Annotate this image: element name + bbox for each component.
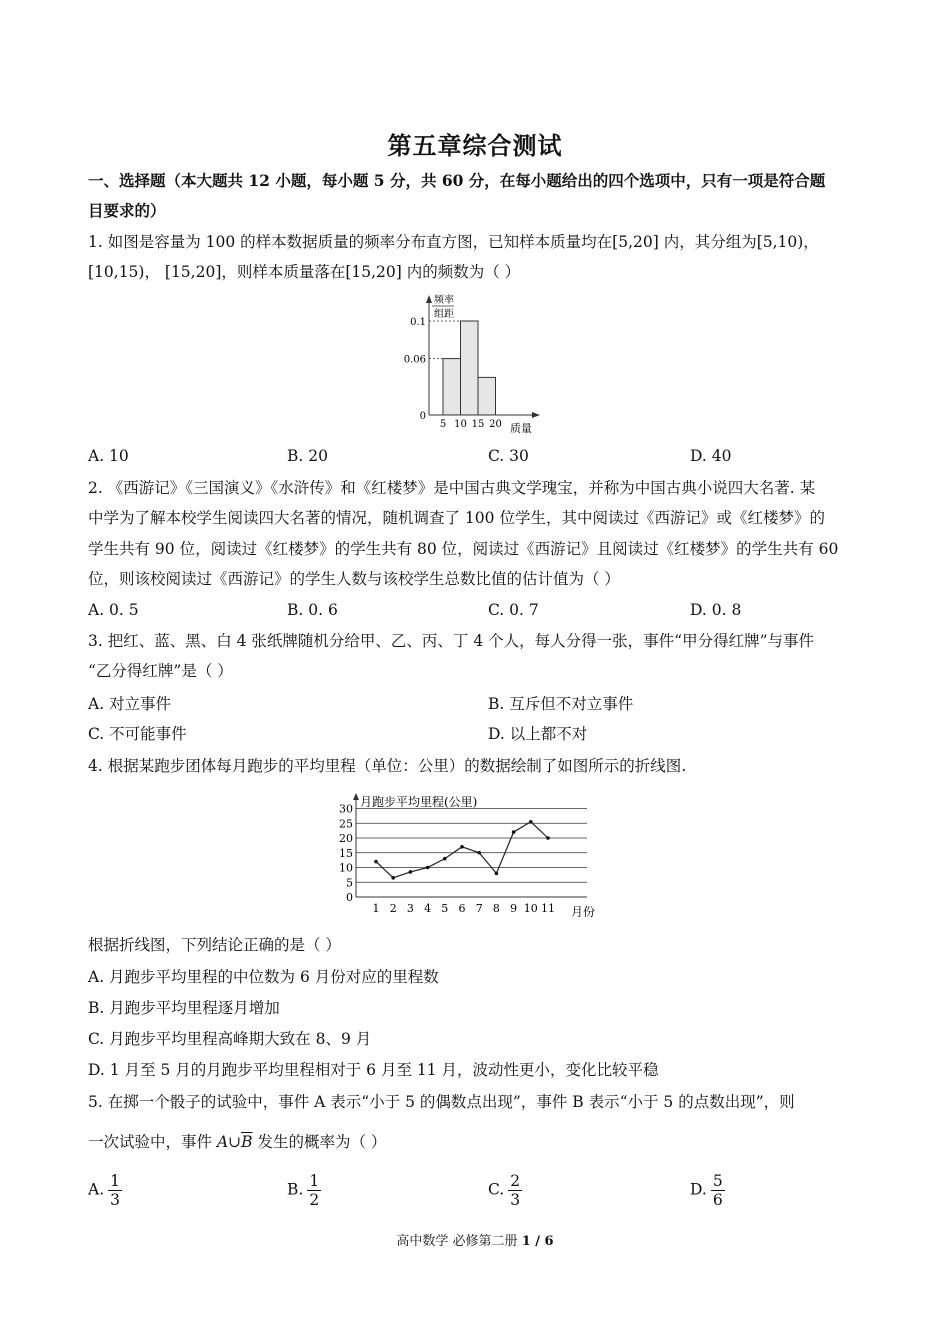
q2-stem-cont-2: 学生共有 90 位，阅读过《红楼梦》的学生共有 80 位，阅读过《西游记》且阅读过《红楼梦》的学生共有 60 [88, 540, 839, 558]
section-heading-cont: 目要求的） [88, 201, 166, 220]
q1-stem-cont: [10,15)， [15,20]，则样本质量落在[15,20] 内的频数为（ ） [88, 263, 521, 281]
q4-x-tick-label: 9 [510, 902, 518, 915]
q5-event-a: A [216, 1133, 229, 1151]
q4-point-month-6 [460, 845, 464, 849]
q3-option-d[interactable]: D. 以上都不对 [488, 725, 588, 743]
q2-option-a[interactable]: A. 0. 5 [88, 601, 139, 619]
q1-stem: 1. 如图是容量为 100 的样本数据质量的频率分布直方图，已知样本质量均在[5,20] 内，其分组为[5,10)， [88, 233, 819, 251]
q4-y-tick-label: 30 [339, 802, 353, 816]
q4-point-month-9 [512, 830, 516, 834]
q4-chart-title: 月跑步平均里程(公里) [360, 795, 478, 809]
q1-option-a[interactable]: A. 10 [88, 447, 129, 465]
q1-y-tick-label: 0.1 [410, 317, 426, 328]
q4-point-month-4 [426, 866, 430, 870]
q4-point-month-7 [477, 851, 481, 855]
q5-union-symbol: ∪ [228, 1133, 242, 1151]
q4-point-month-2 [391, 876, 395, 880]
q4-point-month-11 [546, 836, 550, 840]
q4-y-tick-label: 15 [339, 846, 353, 860]
q2-stem: 2. 《西游记》《三国演义》《水浒传》和《红楼梦》是中国古典文学瑰宝，并称为中国古典小说四大名著. 某 [88, 479, 816, 497]
q5-stem: 5. 在掷一个骰子的试验中，事件 A 表示“小于 5 的偶数点出现”，事件 B 表示“小于 5 的点数出现”，则 [88, 1093, 795, 1111]
q4-gridlines [356, 809, 587, 898]
footer-text: 高中数学 必修第二册 [396, 1234, 522, 1249]
q4-y-tick-label: 5 [346, 876, 353, 890]
q2-stem-cont-1: 中学为了解本校学生阅读四大名著的情况，随机调查了 100 位学生，其中阅读过《西游记》或《红楼梦》的 [88, 509, 825, 527]
q4-line-chart [330, 790, 610, 920]
q1-bar-[5,10) [443, 359, 461, 415]
q3-option-b[interactable]: B. 互斥但不对立事件 [488, 695, 634, 713]
q1-ylabel-bottom: 组距 [434, 309, 454, 320]
q4-x-tick-label: 11 [541, 902, 555, 915]
q3-stem: 3. 把红、蓝、黑、白 4 张纸牌随机分给甲、乙、丙、丁 4 个人，每人分得一张，事件“甲分得红牌”与事件 [88, 632, 814, 650]
q4-point-month-1 [374, 860, 378, 864]
q4-x-ticks [373, 902, 556, 915]
q5-option-a[interactable]: A. $\frac{1}{3}$ [88, 1172, 120, 1209]
q4-x-tick-label: 5 [441, 902, 449, 915]
q3-stem-cont: “乙分得红牌”是（ ） [88, 662, 233, 680]
q1-x-ticks [440, 419, 502, 430]
q5-stem-pre: 一次试验中，事件 [88, 1133, 217, 1151]
q4-x-tick-label: 7 [475, 902, 483, 915]
q1-option-b[interactable]: B. 20 [287, 447, 328, 465]
q4-points [374, 820, 550, 880]
q1-bars [443, 321, 496, 415]
q4-y-tick-label: 25 [339, 817, 353, 831]
q2-option-c[interactable]: C. 0. 7 [488, 601, 539, 619]
q1-bar-[15,20] [478, 377, 496, 415]
page-title: 第五章综合测试 [387, 131, 563, 160]
page-footer [0, 1230, 950, 1249]
q2-stem-cont-3: 位，则该校阅读过《西游记》的学生人数与该校学生总数比值的估计值为（ ） [88, 570, 620, 588]
q4-x-tick-label: 10 [523, 902, 538, 915]
q4-x-tick-label: 4 [424, 902, 432, 915]
q4-option-d[interactable]: D. 1 月至 5 月的月跑步平均里程相对于 6 月至 11 月，波动性更小，变化比较平稳 [88, 1061, 659, 1079]
q1-option-d[interactable]: D. 40 [690, 447, 732, 465]
q4-point-month-10 [529, 820, 533, 824]
q4-option-b[interactable]: B. 月跑步平均里程逐月增加 [88, 999, 280, 1017]
q1-x-tick-label: 5 [439, 419, 447, 430]
section-heading: 一、选择题（本大题共 12 小题，每小题 5 分，共 60 分，在每小题给出的四个选项中，只有一项是符合题 [88, 171, 826, 190]
q5-option-b[interactable]: B. $\frac{1}{2}$ [287, 1172, 320, 1209]
q2-option-d[interactable]: D. 0. 8 [690, 601, 742, 619]
page-number: 1 / 6 [521, 1234, 554, 1249]
q5-option-d[interactable]: D. $\frac{5}{6}$ [690, 1172, 723, 1209]
q1-x-tick-label: 15 [471, 419, 485, 430]
q1-option-c[interactable]: C. 30 [488, 447, 529, 465]
q4-y-tick-label: 10 [339, 861, 353, 875]
q4-question: 根据折线图，下列结论正确的是（ ） [88, 936, 341, 954]
q1-y-tick-label: 0.06 [403, 354, 426, 366]
q4-x-tick-label: 6 [458, 902, 466, 915]
q4-point-month-3 [409, 870, 413, 874]
q1-xlabel: 质量 [510, 422, 532, 435]
q4-option-a[interactable]: A. 月跑步平均里程的中位数为 6 月份对应的里程数 [88, 968, 439, 986]
q4-x-tick-label: 2 [389, 902, 397, 915]
q3-option-a[interactable]: A. 对立事件 [88, 695, 172, 713]
q4-x-tick-label: 1 [372, 902, 380, 915]
q1-histogram [392, 291, 552, 439]
q4-stem: 4. 根据某跑步团体每月跑步的平均里程（单位：公里）的数据绘制了如图所示的折线图. [88, 757, 687, 775]
q1-x-tick-label: 10 [454, 419, 467, 430]
q4-x-tick-label: 3 [406, 902, 414, 915]
q4-x-tick-label: 8 [492, 902, 500, 915]
q4-y-tick-label: 20 [339, 832, 353, 845]
q1-x-tick-label: 20 [489, 419, 502, 430]
q5-option-c[interactable]: C. $\frac{2}{3}$ [488, 1172, 521, 1209]
q4-y-ticks [339, 803, 353, 905]
q1-y-tick-label: 0 [419, 411, 426, 422]
q4-xlabel: 月份 [571, 905, 596, 919]
q1-ylabel-top: 频率 [434, 295, 454, 306]
q4-option-c[interactable]: C. 月跑步平均里程高峰期大致在 8、9 月 [88, 1030, 372, 1048]
q3-option-c[interactable]: C. 不可能事件 [88, 725, 187, 743]
q4-y-tick-label: 0 [346, 891, 353, 904]
q1-bar-[10,15) [461, 321, 479, 415]
q4-point-month-5 [443, 857, 447, 861]
q5-stem-post: 发生的概率为（ ） [252, 1133, 387, 1151]
q2-option-b[interactable]: B. 0. 6 [287, 601, 338, 619]
q5-stem-cont [88, 1132, 868, 1152]
q4-point-month-8 [495, 872, 499, 876]
q5-event-b-complement: $\overline{B}$ [241, 1133, 253, 1151]
q4-series-line [376, 822, 548, 878]
